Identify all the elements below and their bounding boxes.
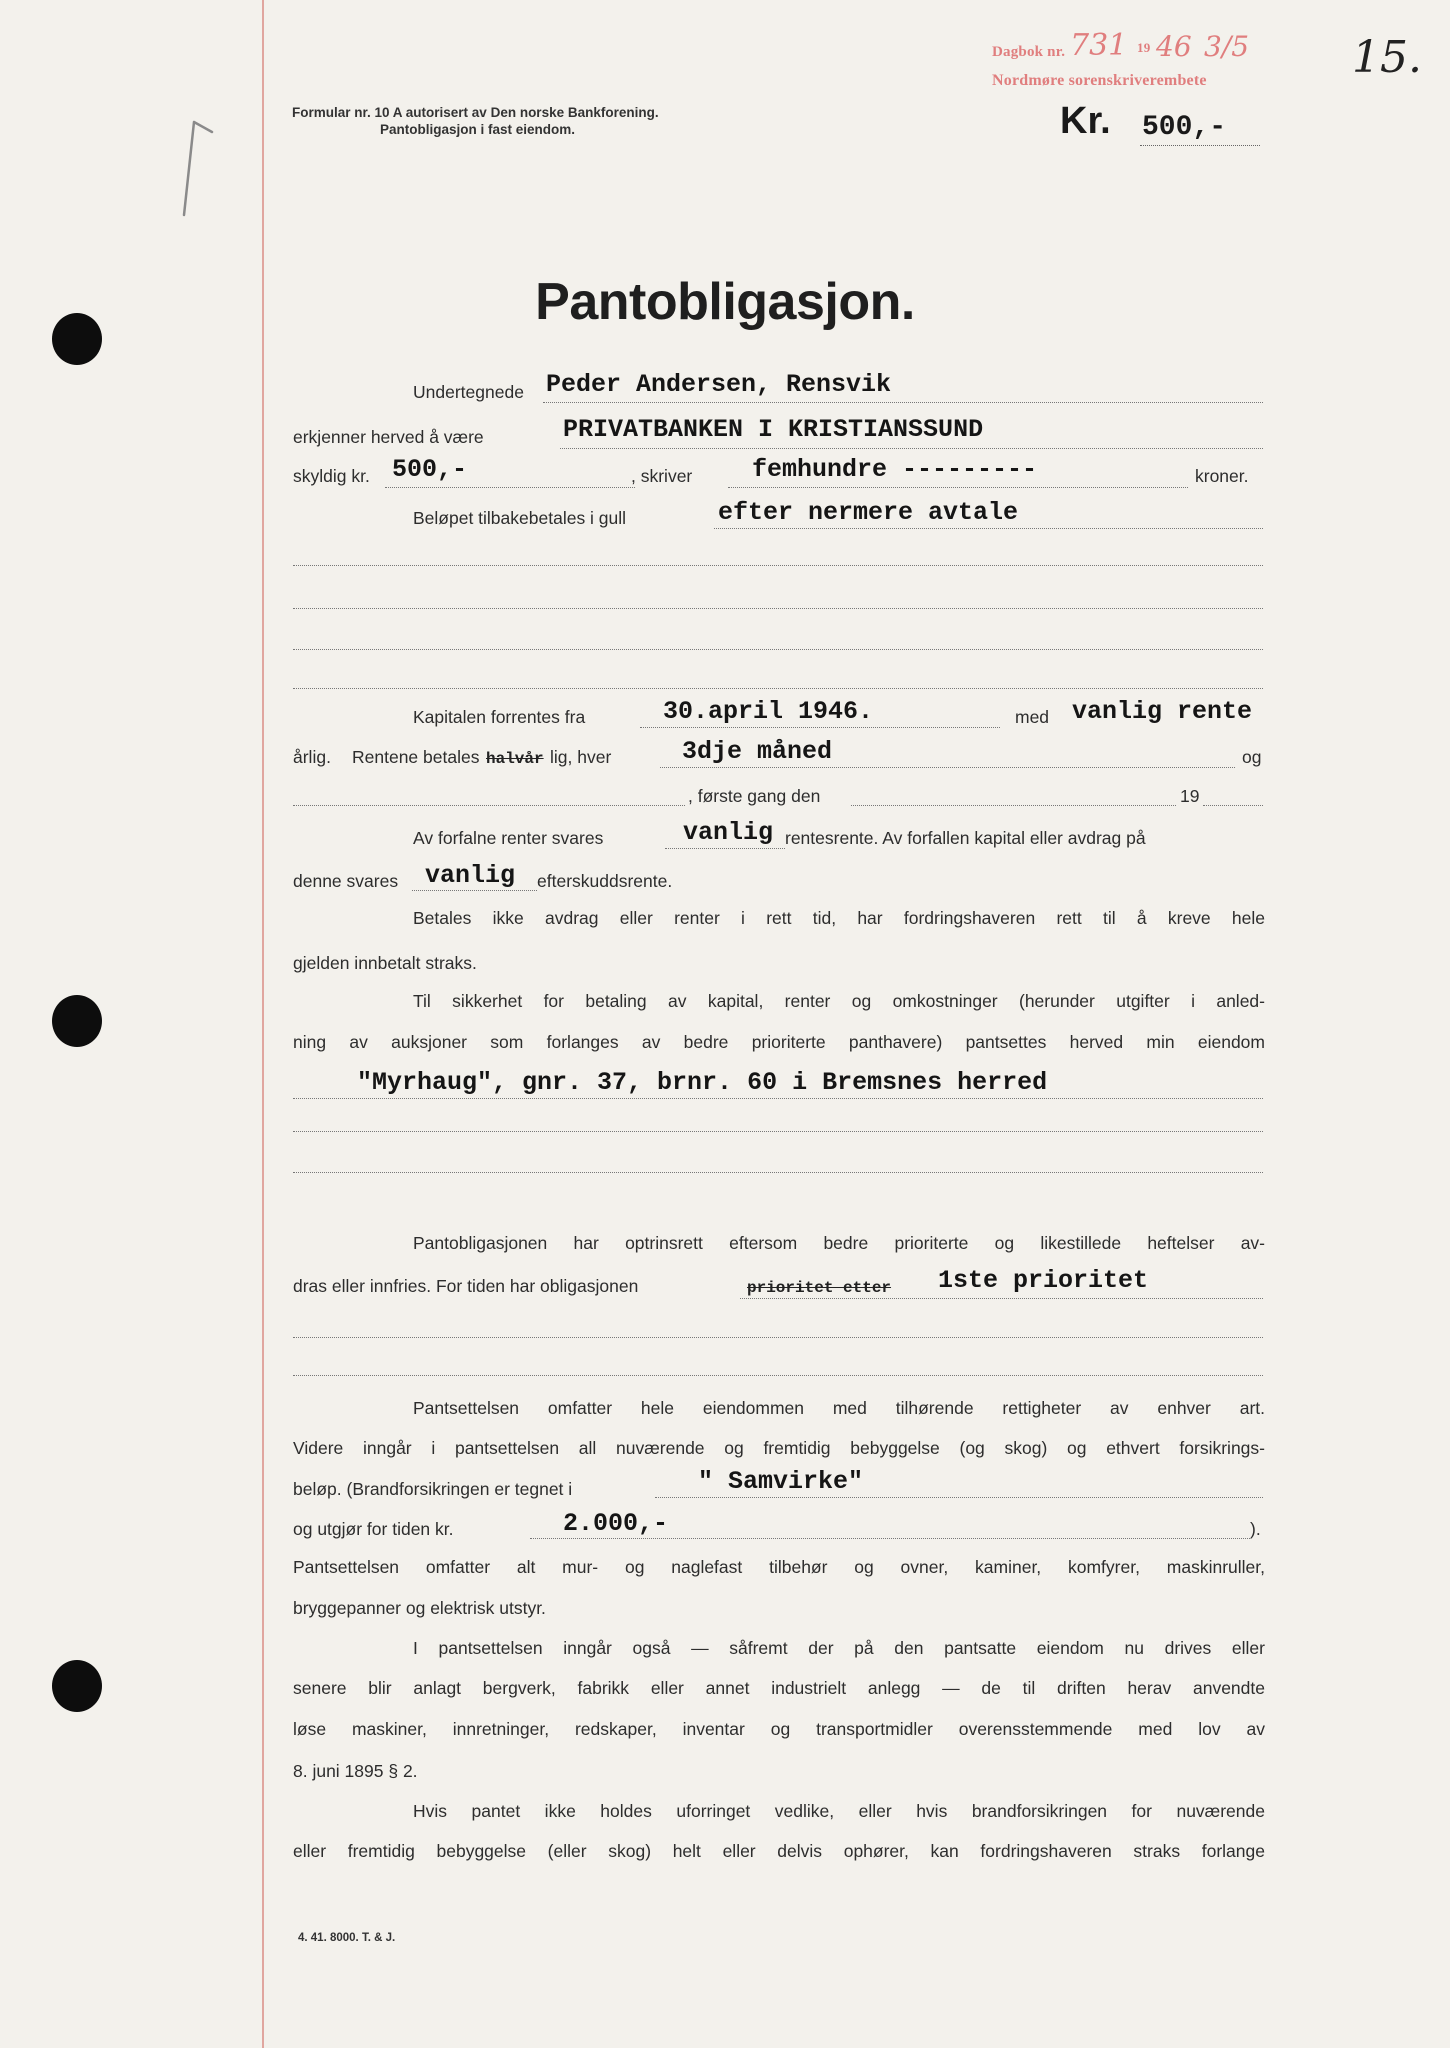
rentene-label: Rentene betales — [352, 747, 480, 767]
skriver-line — [728, 487, 1188, 488]
tegnet-label: beløp. (Brandforsikringen er tegnet i — [293, 1479, 573, 1499]
paragraph-omfatter-line1: Pantsettelsen omfatter hele eiendommen med tilhørende rettigheter av enhver art. — [413, 1398, 1265, 1418]
stamp-office: Nordmøre sorenskriverembete — [992, 72, 1207, 89]
form-header — [292, 104, 659, 138]
tegnet-value: " Samvirke" — [698, 1467, 864, 1496]
stamp-year-prefix: 19 — [1137, 40, 1151, 55]
amount-label: Kr. — [1060, 100, 1111, 142]
paragraph-hvis-line2: eller fremtidig bebyggelse (eller skog) helt eller delvis ophører, kan fordringshaveren straks forlange — [293, 1841, 1265, 1861]
utgjor-label: og utgjør for tiden kr. — [293, 1519, 454, 1539]
paragraph-tilbehor-line2: bryggepanner og elektrisk utstyr. — [293, 1598, 546, 1618]
nineteen-label: 19 — [1180, 786, 1200, 806]
paragraph-inngar-line2: senere blir anlagt bergverk, fabrikk eller annet industrielt anlegg — de til driften herav anvendte — [293, 1678, 1265, 1698]
med-label: med — [1015, 707, 1050, 727]
tilbakebetales-line — [714, 528, 1263, 529]
skyldig-line — [385, 487, 635, 488]
form-header-line2: Pantobligasjon i fast eiendom. — [380, 122, 576, 137]
rentesrente-label: rentesrente. Av forfallen kapital eller avdrag på — [785, 828, 1146, 848]
skriver-value: femhundre --------- — [752, 455, 1038, 484]
property-line-3 — [293, 1172, 1263, 1173]
utgjor-close: ). — [1250, 1519, 1261, 1539]
stamp-dagbok-label: Dagbok nr. — [992, 44, 1066, 60]
paragraph-inngar-line4: 8. juni 1895 § 2. — [293, 1761, 418, 1781]
document-title: Pantobligasjon. — [535, 273, 915, 331]
forste-line-b — [851, 805, 1176, 806]
skriver-label: , skriver — [631, 466, 693, 486]
forfalne-label: Av forfalne renter svares — [413, 828, 604, 848]
paragraph-sikkerhet-line2: ning av auksjoner som forlanges av bedre prioriterte panthavere) pantsettes herved min eiendom — [293, 1032, 1265, 1052]
property-value: "Myrhaug", gnr. 37, brnr. 60 i Bremsnes herred — [357, 1068, 1048, 1097]
page-number: 15. — [1352, 32, 1422, 83]
blank-line-2 — [293, 608, 1263, 609]
obligasjonen-struck: prioritet etter — [747, 1279, 892, 1297]
paragraph-hvis-line1: Hvis pantet ikke holdes uforringet vedlike, eller hvis brandforsikringen for nuværende — [413, 1801, 1265, 1821]
rentene-struck: halvår — [486, 750, 544, 768]
property-line-1 — [293, 1098, 1263, 1099]
paragraph-tilbehor-line1: Pantsettelsen omfatter alt mur- og naglefast tilbehør og ovner, kaminer, komfyrer, maskinruller, — [293, 1557, 1265, 1577]
pencil-mark — [170, 110, 230, 220]
paragraph-betales-line2: gjelden innbetalt straks. — [293, 953, 477, 973]
kroner-label: kroner. — [1195, 466, 1249, 486]
efterskudd-label: efterskuddsrente. — [537, 871, 673, 891]
skyldig-label: skyldig kr. — [293, 466, 370, 486]
tegnet-line — [655, 1497, 1263, 1498]
blank-line-3 — [293, 649, 1263, 650]
punch-hole-bottom — [52, 1660, 102, 1712]
utgjor-value: 2.000,- — [563, 1509, 669, 1538]
obligasjonen-label: dras eller innfries. For tiden har obligasjonen — [293, 1276, 639, 1296]
utgjor-line — [530, 1538, 1250, 1539]
forste-line-a — [293, 805, 685, 806]
denne-value: vanlig — [425, 861, 516, 890]
undertegnede-value: Peder Andersen, Rensvik — [546, 370, 892, 399]
hver-line — [660, 767, 1235, 768]
stamp-year: 46 — [1156, 30, 1192, 63]
stamp-dagbok-number: 731 — [1070, 28, 1128, 63]
paragraph-optrinsrett-line1: Pantobligasjonen har optrinsrett eftersom bedre prioriterte og likestillede heftelser av- — [413, 1233, 1265, 1253]
forste-line-c — [1203, 805, 1263, 806]
paragraph-betales-line1: Betales ikke avdrag eller renter i rett tid, har fordringshaveren rett til å kreve hele — [413, 908, 1265, 928]
forrentes-label: Kapitalen forrentes fra — [413, 707, 586, 727]
amount-line — [1140, 145, 1260, 146]
rentene-struck-wrap — [486, 746, 544, 770]
form-header-line1: Formular nr. 10 A autorisert av Den norske Bankforening. — [292, 105, 659, 120]
rentene-suffix: lig, hver — [550, 747, 612, 767]
amount-value: 500,- — [1142, 112, 1227, 143]
obligasjonen-struck-wrap — [747, 1275, 891, 1299]
blank-line-4 — [293, 688, 1263, 689]
stamp-date: 3/5 — [1204, 30, 1250, 63]
hver-value: 3dje måned — [682, 737, 833, 766]
forrentes-line — [640, 727, 1000, 728]
forfalne-line — [665, 848, 785, 849]
paragraph-inngar-line3: løse maskiner, innretninger, redskaper, inventar og transportmidler overensstemmende med lov av — [293, 1719, 1265, 1739]
denne-line — [412, 890, 537, 891]
property-line-2 — [293, 1131, 1263, 1132]
prioritet-value: 1ste prioritet — [938, 1266, 1149, 1295]
forrentes-value: 30.april 1946. — [663, 697, 874, 726]
skyldig-value: 500,- — [392, 455, 468, 484]
paragraph-omfatter-line2: Videre inngår i pantsettelsen all nuværende og fremtidig bebyggelse (og skog) og ethvert forsikrings- — [293, 1438, 1265, 1458]
erkjenner-label: erkjenner herved å være — [293, 427, 484, 447]
blank-line-1 — [293, 565, 1263, 566]
undertegnede-label: Undertegnede — [413, 382, 524, 402]
prioritet-line-2 — [293, 1337, 1263, 1338]
aarlig-label: årlig. — [293, 747, 331, 767]
og-label: og — [1242, 747, 1262, 767]
rente-value: vanlig rente — [1072, 697, 1253, 726]
forfalne-value: vanlig — [683, 818, 774, 847]
tilbakebetales-value: efter nermere avtale — [718, 498, 1019, 527]
paragraph-inngar-line1: I pantsettelsen inngår også — såfremt der på den pantsatte eiendom nu drives eller — [413, 1638, 1265, 1658]
undertegnede-line — [543, 402, 1263, 403]
printer-code: 4. 41. 8000. T. & J. — [298, 1932, 396, 1944]
prioritet-line-3 — [293, 1375, 1263, 1376]
tilbakebetales-label: Beløpet tilbakebetales i gull — [413, 508, 627, 528]
forste-label: , første gang den — [688, 786, 821, 806]
paragraph-sikkerhet-line1: Til sikkerhet for betaling av kapital, renter og omkostninger (herunder utgifter i anled- — [413, 991, 1265, 1011]
prioritet-line — [740, 1298, 1263, 1299]
punch-hole-middle — [52, 995, 102, 1047]
creditor-value: PRIVATBANKEN I KRISTIANSSUND — [563, 415, 984, 444]
denne-label: denne svares — [293, 871, 399, 891]
erkjenner-line — [560, 448, 1263, 449]
